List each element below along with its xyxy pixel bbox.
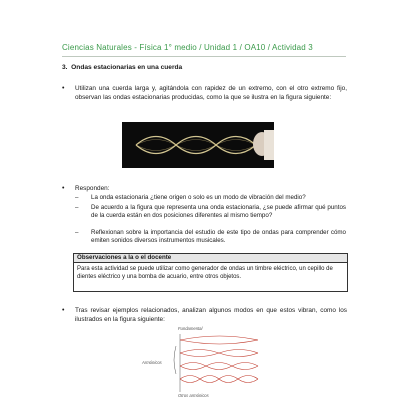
bullet-1-text: Utilizan una cuerda larga y, agitándola con rapidez de un extremo, con el otro extremo fijo, observan las ondas estacionarias producidas, como la que se ilustra en la figura siguiente: bbox=[75, 85, 347, 101]
sub-item: – De acuerdo a la figura que representa una onda estacionaria, ¿se puede afirmar qué puntos de la cuerda están en dos posiciones diferentes al mismo tiempo? bbox=[75, 204, 346, 220]
page-header: Ciencias Naturales - Física 1° medio / Unidad 1 / OA10 / Actividad 3 bbox=[62, 43, 313, 52]
bullet-dot: • bbox=[62, 185, 65, 192]
section-title bbox=[62, 64, 182, 71]
label-fundamental: Fundamental bbox=[178, 326, 203, 331]
sub-item: – La onda estacionaria ¿tiene origen o solo es un modo de vibración del medio? bbox=[75, 194, 306, 201]
standing-wave-image bbox=[122, 122, 274, 168]
bullet-dot: • bbox=[62, 85, 65, 92]
sub-item-3-text: Reflexionan sobre la importancia del estudio de este tipo de ondas para comprender cómo emiten sonidos diversos instrumentos musicales. bbox=[91, 229, 346, 245]
teacher-note-body: Para esta actividad se puede utilizar como generador de ondas un timbre eléctrico, un cepillo de dientes eléctrico y una bomba de acuario, entre otros objetos. bbox=[77, 266, 333, 280]
section-number: 3. bbox=[62, 64, 68, 71]
harmonics-diagram bbox=[140, 320, 260, 400]
label-harmonics: Armónicos bbox=[142, 360, 162, 365]
section-title-text: Ondas estacionarias en una cuerda bbox=[71, 64, 183, 71]
label-other-harmonics: Otros armónicos bbox=[178, 393, 209, 398]
header-divider bbox=[62, 56, 346, 57]
teacher-note-box bbox=[73, 253, 348, 292]
teacher-note-title: Observaciones a la o el docente bbox=[74, 254, 347, 263]
sub-item-2-text: De acuerdo a la figura que representa una onda estacionaria, ¿se puede afirmar qué puntos de la cuerda están en dos posiciones diferentes al mismo tiempo? bbox=[91, 204, 346, 220]
standing-wave-photo bbox=[122, 122, 274, 168]
bullet-2-intro: Responden: bbox=[75, 185, 110, 192]
bullet-item bbox=[62, 84, 347, 114]
bullet-3-text: Tras revisar ejemplos relacionados, analizan algunos modos en que estos vibran, como los ilustrados en la figura siguiente: bbox=[75, 307, 347, 323]
sub-item-1-text: La onda estacionaria ¿tiene origen o solo es un modo de vibración del medio? bbox=[91, 194, 306, 201]
bullet-item bbox=[62, 184, 347, 194]
sub-item: – Reflexionan sobre la importancia del estudio de este tipo de ondas para comprender cómo emiten sonidos diversos instrumentos musicales. bbox=[75, 229, 346, 245]
bullet-dot: • bbox=[62, 307, 65, 314]
